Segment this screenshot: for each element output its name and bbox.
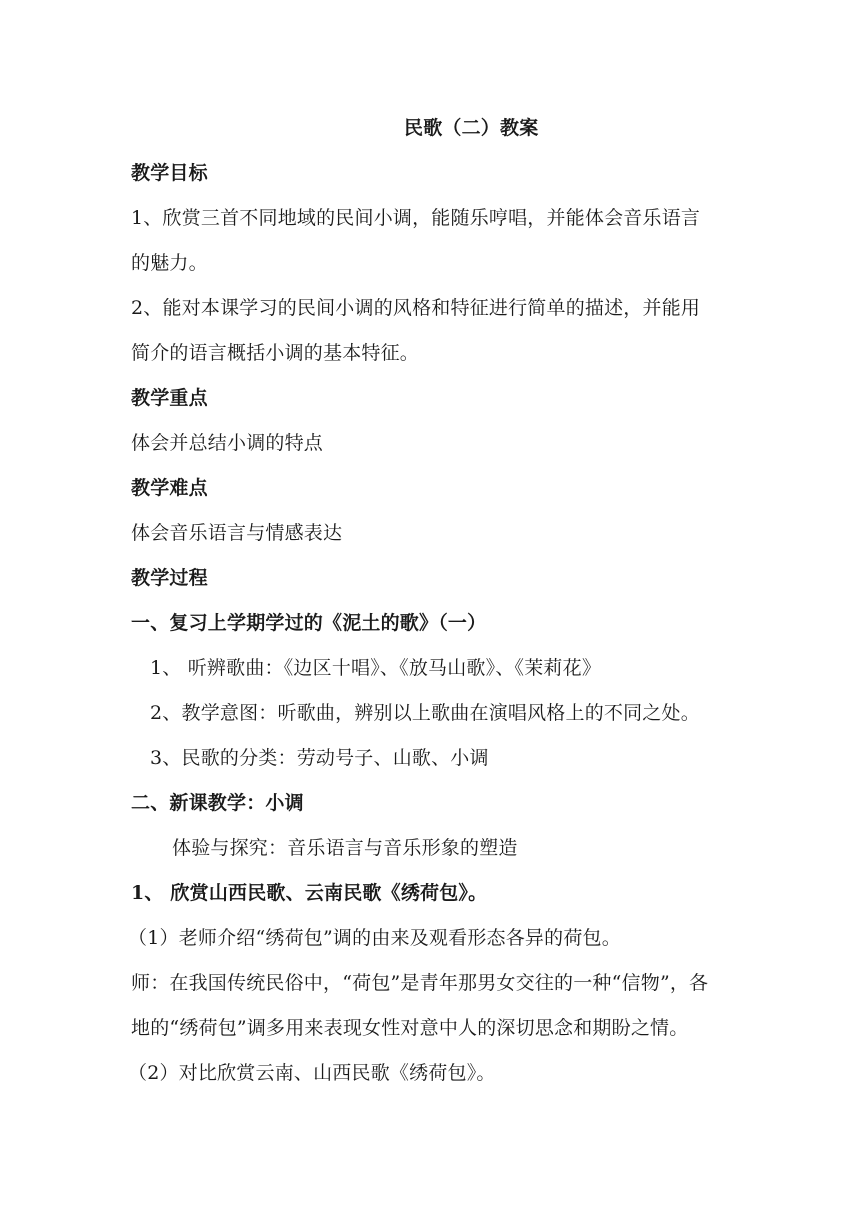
teacher-line-1: 师：在我国传统民俗中，“荷包”是青年那男女交往的一种“信物”，各	[131, 972, 709, 994]
objective-1-line-2: 的魅力。	[131, 252, 208, 274]
teacher-line-2: 地的“绣荷包”调多用来表现女性对意中人的深切思念和期盼之情。	[131, 1017, 689, 1039]
key-points-heading: 教学重点	[131, 387, 208, 409]
new-lesson-heading: 二、新课教学：小调	[131, 792, 304, 814]
explore-text: 体验与探究：音乐语言与音乐形象的塑造	[172, 837, 518, 859]
key-points-text: 体会并总结小调的特点	[131, 432, 324, 454]
objectives-heading: 教学目标	[131, 162, 208, 184]
review-heading: 一、复习上学期学过的《泥土的歌》（一）	[131, 612, 487, 634]
step-1: （1）老师介绍“绣荷包”调的由来及观看形态各异的荷包。	[128, 927, 621, 949]
page-title: 民歌（二）教案	[404, 117, 539, 139]
objective-1-line-1: 1、欣赏三首不同地域的民间小调，能随乐哼唱，并能体会音乐语言	[131, 207, 701, 229]
objective-2-line-2: 简介的语言概括小调的基本特征。	[131, 342, 420, 364]
review-item-2: 2、教学意图：听歌曲，辨别以上歌曲在演唱风格上的不同之处。	[150, 702, 700, 724]
objective-2-line-1: 2、能对本课学习的民间小调的风格和特征进行简单的描述，并能用	[131, 297, 701, 319]
difficulties-text: 体会音乐语言与情感表达	[131, 522, 343, 544]
appreciate-heading: 1、 欣赏山西民歌、云南民歌《绣荷包》。	[131, 882, 488, 904]
step-2: （2）对比欣赏云南、山西民歌《绣荷包》。	[128, 1062, 496, 1084]
process-heading: 教学过程	[131, 567, 208, 589]
difficulties-heading: 教学难点	[131, 477, 208, 499]
review-item-3: 3、民歌的分类：劳动号子、山歌、小调	[150, 747, 489, 769]
review-item-1: 1、 听辨歌曲：《边区十唱》、《放马山歌》、《茉莉花》	[150, 657, 602, 679]
